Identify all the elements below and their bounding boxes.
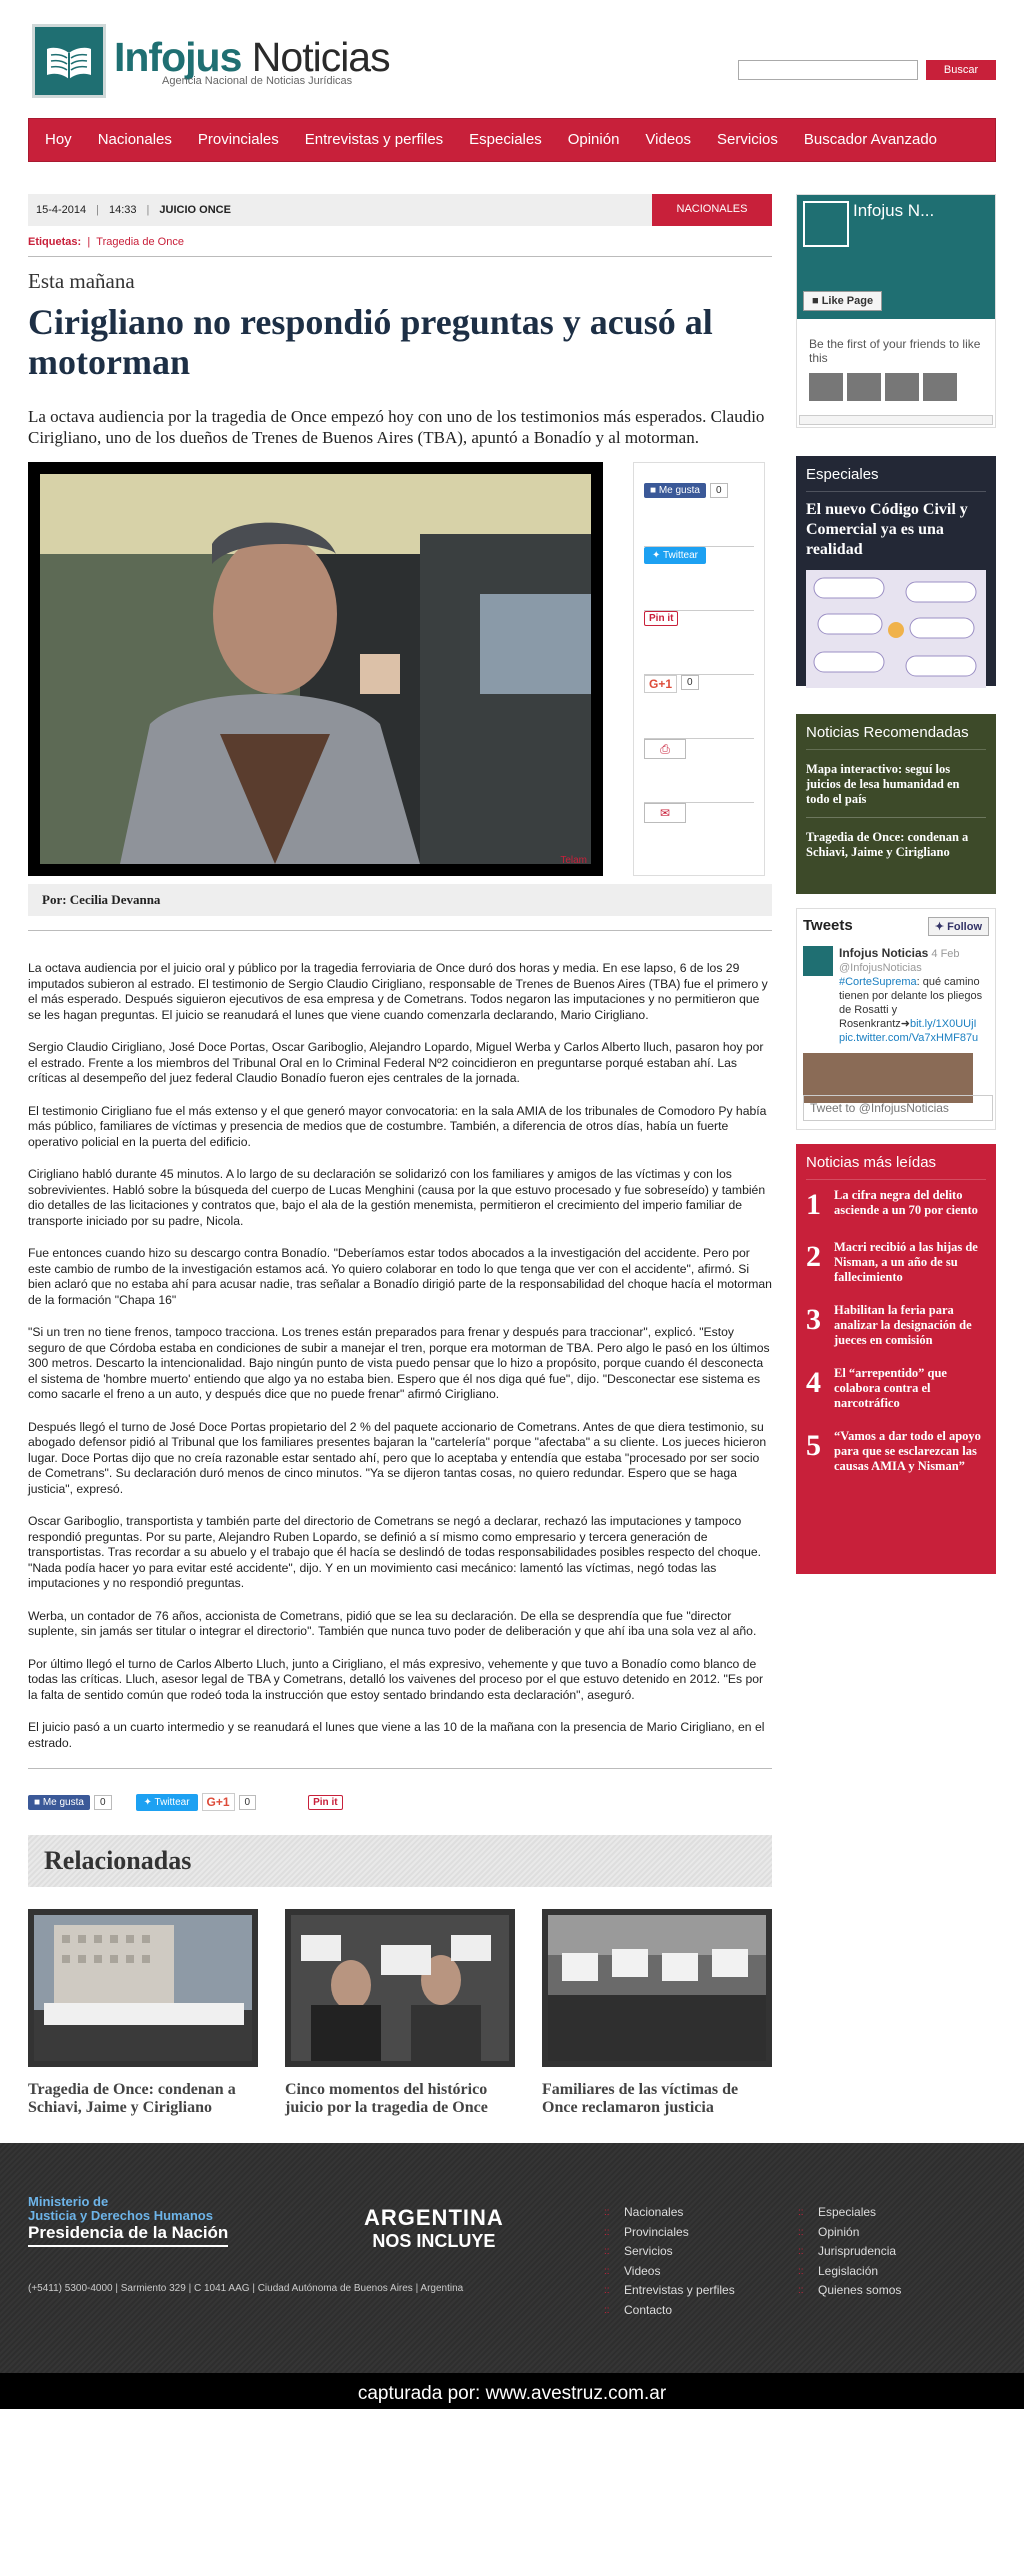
- logo-subtitle: Agencia Nacional de Noticias Jurídicas: [162, 75, 353, 87]
- capture-watermark: capturada por: www.avestruz.com.ar: [0, 2373, 1024, 2409]
- article-meta: 15-4-2014 | 14:33 | JUICIO ONCE NACIONALES: [28, 194, 772, 226]
- tweet-pic-link[interactable]: pic.twitter.com/Va7xHMF87u: [839, 1032, 979, 1044]
- google-plus-button[interactable]: G+1: [202, 1793, 235, 1811]
- tweet-handle[interactable]: @InfojusNoticias: [839, 962, 922, 974]
- recomendada-item[interactable]: Mapa interactivo: seguí los juicios de lesa humanidad en todo el país: [806, 750, 986, 818]
- facebook-avatars: [809, 373, 983, 401]
- photo-credit: Telam: [560, 855, 587, 866]
- paragraph: Fue entonces cuando hizo su descargo contra Bonadío. "Deberíamos estar todos abocados a la investigación del accidente. Pero por este cambio de rumbo de la investigación estamos acá. Yo quiero colaborar en todo lo que tenga que ver con el accidente", afirmó. Si bien aclaró que no estaba ahí para acusar nadie, tras señalar a Bonadío dirigió parte de la responsabilidad del choque hacía el motorman de la formación "Chapa 16": [28, 1246, 772, 1307]
- footer-link[interactable]: :: Jurisprudencia: [798, 2242, 901, 2262]
- article-date: 15-4-2014: [36, 204, 87, 216]
- twitter-follow-button[interactable]: ✦ Follow: [928, 917, 989, 936]
- related-heading: Relacionadas: [28, 1835, 772, 1887]
- tweet: Infojus Noticias 4 Feb @InfojusNoticias #CorteSuprema: qué camino tienen por delante los pliegos de Rosatti y Rosenkrantz➜bit.ly/1X0UUjI pic.twitter.com/Va7xHMF87u: [803, 946, 989, 1045]
- especiales-headline[interactable]: El nuevo Código Civil y Comercial ya es una realidad: [806, 501, 968, 558]
- avatar: [923, 373, 957, 401]
- related-title[interactable]: Familiares de las víctimas de Once reclamaron justicia: [542, 2081, 739, 2116]
- footer-link[interactable]: :: Especiales: [798, 2203, 901, 2223]
- widget-scrollbar[interactable]: [799, 415, 993, 425]
- footer-link[interactable]: :: Entrevistas y perfiles: [604, 2281, 735, 2301]
- footer-link[interactable]: :: Legislación: [798, 2262, 901, 2282]
- article-title: Cirigliano no respondió preguntas y acusó al motorman: [28, 302, 713, 382]
- gplus-count: 0: [681, 675, 699, 690]
- article-lead: La octava audiencia por la tragedia de Once empezó hoy con uno de los testimonios más esperados. Claudio Cirigliano, uno de los dueños de Trenes de Buenos Aires (TBA), apuntó a Bonadío y al motorman.: [28, 407, 765, 447]
- related-title[interactable]: Cinco momentos del histórico juicio por la tragedia de Once: [285, 2081, 488, 2116]
- article-topic: JUICIO ONCE: [159, 204, 231, 216]
- footer-link[interactable]: :: Nacionales: [604, 2203, 735, 2223]
- nav-buscador[interactable]: Buscador Avanzado: [803, 131, 938, 148]
- nav-provinciales[interactable]: Provinciales: [197, 131, 279, 148]
- recomendadas-box: [796, 714, 996, 894]
- article-column: [28, 194, 772, 2117]
- article-photo[interactable]: [28, 462, 603, 876]
- facebook-like-page-button[interactable]: ■ Like Page: [803, 291, 882, 311]
- email-icon[interactable]: ✉: [644, 803, 686, 823]
- sidebar: [796, 194, 996, 2117]
- section-badge[interactable]: NACIONALES: [652, 194, 772, 226]
- related-thumbnail[interactable]: [28, 1909, 258, 2067]
- recomendadas-heading: Noticias Recomendadas: [806, 724, 986, 750]
- nav-videos[interactable]: Videos: [645, 131, 692, 148]
- tweet-hashtag[interactable]: #CorteSuprema: [839, 976, 917, 988]
- article-kicker: Esta mañana: [28, 269, 135, 293]
- facebook-cover[interactable]: [797, 195, 995, 319]
- nav-especiales[interactable]: Especiales: [469, 131, 542, 148]
- paragraph: El testimonio Cirigliano fue el más extenso y el que generó mayor convocatoria: en la sala AMIA de los tribunales de Comodoro Py había más público, familiares de víctimas y presencia de medios que de costumbre. También, a diferencia de otros días, había un fuerte operativo policial en la puerta del edificio.: [28, 1103, 767, 1149]
- footer-link[interactable]: :: Quienes somos: [798, 2281, 901, 2301]
- argentina-logo: ARGENTINA NOS INCLUYE: [364, 2205, 504, 2251]
- search-input[interactable]: [738, 60, 918, 80]
- share-sidebar: [633, 462, 765, 876]
- paragraph: Sergio Claudio Cirigliano, José Doce Portas, Oscar Gariboglio, Alejandro Lopardo, Miguel Werba y Carlos Alberto lluch, pasaron hoy por el estrado. Frente a los miembros del Tribunal Oral en lo Criminal Federal Nº2 coincidieron en preguntarse porqué estaban ahí. Las críticas al desempeño del juez federal Claudio Bonadío fueron ejes centrales de la jornada.: [28, 1040, 764, 1085]
- paragraph: Después llegó el turno de José Doce Portas propietario del 2 % del paquete accionario de Cometrans. Antes de que diera testimonio, su abogado defensor pidió al Tribunal que los familiares presentes bajaran la "cartelería" porque "afectaba" a su cliente. Los jueces hicieron lugar. Doce Portas dijo que no creía razonable estar sentado ahí, pero que lo aceptaba y entendía que estaba "procesado por ser socio de Cometrans". Su declaración duró menos de cinco minutos. "Ya se dijeron tantas cosas, no quiero redundar. Espero que se haga justicia", expresó.: [28, 1419, 767, 1496]
- paragraph: "Si un tren no tiene frenos, tampoco tracciona. Los trenes están preparados para frenar y después para traccionar", explicó. "Estoy seguro de que Córdoba estaba en condiciones de subir a manejar el tren, porque era motorman de TBA. Pero algo le pasó en los últimos 300 metros. Descarto la intencionalidad. Bajo ningún punto de vista puedo pensar que lo hizo a propósito, porque cuando él desconecta el sistema de 'hombre muerto' entiendo que algo ya no estaba bien. Espero que él nos diga qué fue", dijo. "Desconectar ese sistema es como sacarle el freno a un auto, y después dice que no puede frenar" afirmó Cirigliano.: [28, 1325, 770, 1401]
- especiales-box: [796, 456, 996, 686]
- search-button[interactable]: Buscar: [926, 60, 996, 80]
- logo-title: Infojus Noticias: [114, 34, 390, 80]
- tweet-date: 4 Feb: [931, 948, 960, 960]
- related-item[interactable]: [285, 1909, 515, 2117]
- twitter-widget: [796, 908, 996, 1130]
- mas-leida-item[interactable]: 1 La cifra negra del delito asciende a un 70 por ciento: [806, 1188, 978, 1221]
- paragraph: Oscar Gariboglio, transportista y también parte del directorio de Cometrans se negó a declarar, rechazó las imputaciones y tampoco respondió preguntas. Por su parte, Alejandro Ruben Lopardo, se definió a sí mismo como empresario y tercera generación de transportistas. Tras recordar a su abuelo y el trabajo que él hacía se deslindó de todas responsabilidades posibles respecto del choque. "Nada podía hacer yo para evitar esté accidente", dijo. Y en un movimiento casi mecánico: lamentó las víctimas, negó todas las imputaciones y no respondió preguntas.: [28, 1514, 762, 1590]
- related-thumbnail[interactable]: [542, 1909, 772, 2067]
- related-thumbnail[interactable]: [285, 1909, 515, 2067]
- footer-link[interactable]: :: Opinión: [798, 2223, 901, 2243]
- pinterest-button[interactable]: Pin it: [308, 1795, 342, 1810]
- mas-leida-item[interactable]: 3 Habilitan la feria para analizar la designación de jueces en comisión: [806, 1303, 972, 1347]
- mas-leida-item[interactable]: 5 “Vamos a dar todo el apoyo para que se esclarezcan las causas AMIA y Nisman”: [806, 1429, 981, 1473]
- footer-link[interactable]: :: Provinciales: [604, 2223, 735, 2243]
- like-count: 0: [710, 483, 728, 498]
- footer-link[interactable]: :: Servicios: [604, 2242, 735, 2262]
- google-plus-button[interactable]: G+1: [644, 675, 677, 693]
- tweets-heading: Tweets: [803, 917, 853, 934]
- avatar: [885, 373, 919, 401]
- related-item[interactable]: [542, 1909, 772, 2117]
- especiales-image[interactable]: [806, 570, 986, 688]
- related-item[interactable]: [28, 1909, 258, 2117]
- tweet-button[interactable]: ✦ Twittear: [644, 547, 706, 564]
- footer-link[interactable]: :: Contacto: [604, 2301, 735, 2321]
- tweet-link[interactable]: bit.ly/1X0UUjI: [909, 1018, 977, 1030]
- facebook-widget: [796, 194, 996, 428]
- avatar: [809, 373, 843, 401]
- nav-hoy[interactable]: Hoy: [45, 131, 72, 148]
- nav-opinion[interactable]: Opinión: [567, 131, 620, 148]
- ministry-logo[interactable]: Ministerio de Justicia y Derechos Humanos Presidencia de la Nación: [28, 2195, 228, 2247]
- like-count: 0: [94, 1795, 112, 1810]
- pinterest-button[interactable]: Pin it: [644, 611, 678, 626]
- footer-links-1: [604, 2203, 735, 2320]
- mas-leida-item[interactable]: 4 El “arrepentido” que colabora contra el narcotráfico: [806, 1366, 947, 1410]
- tweet-button[interactable]: ✦ Twittear: [136, 1794, 198, 1811]
- tag-link[interactable]: Tragedia de Once: [96, 236, 184, 248]
- facebook-friends-text: Be the first of your friends to like this: [809, 337, 981, 365]
- print-icon[interactable]: ⎙: [644, 739, 686, 759]
- gplus-count: 0: [239, 1795, 257, 1810]
- book-logo-icon: [32, 24, 106, 98]
- tweet-to-input[interactable]: Tweet to @InfojusNoticias: [803, 1095, 993, 1121]
- tags-line: Etiquetas: | Tragedia de Once: [28, 236, 184, 248]
- facebook-like-button[interactable]: ■ Me gusta: [28, 1795, 90, 1810]
- footer-links-2: [798, 2203, 901, 2301]
- mas-leidas-heading: Noticias más leídas: [806, 1154, 986, 1180]
- site-header: [28, 0, 996, 118]
- mas-leida-item[interactable]: 2 Macri recibió a las hijas de Nisman, a un año de su fallecimiento: [806, 1240, 978, 1284]
- avatar[interactable]: [803, 946, 833, 976]
- paragraph: Cirigliano habló durante 45 minutos. A lo largo de su declaración se solidarizó con los familiares y amigos de las víctimas y con los sobrevivientes. Habló sobre la búsqueda del cuerpo de Lucas Menghini (causa por la que estuvo procesado y fue sobreseído) y también dio detalles de las licitaciones y contratos que, bajo el ala de la gestión menemista, permitieron el crecimiento del imperio familiar de transporte iniciado por su padre, Nicola.: [28, 1167, 766, 1228]
- recomendada-item[interactable]: Tragedia de Once: condenan a Schiavi, Jaime y Cirigliano: [806, 830, 969, 859]
- nav-entrevistas[interactable]: Entrevistas y perfiles: [304, 131, 444, 148]
- related-title[interactable]: Tragedia de Once: condenan a Schiavi, Jaime y Cirigliano: [28, 2081, 236, 2116]
- search-form: [738, 60, 996, 80]
- article-time: 14:33: [109, 204, 137, 216]
- main-nav: [28, 118, 996, 162]
- share-bar-bottom: [28, 1768, 772, 1811]
- site-logo[interactable]: [32, 24, 390, 98]
- page: [28, 0, 996, 2117]
- especiales-heading[interactable]: Especiales: [806, 466, 986, 492]
- related-list: [28, 1909, 772, 2117]
- mas-leidas-box: [796, 1144, 996, 1574]
- paragraph: Por último llegó el turno de Carlos Alberto Lluch, junto a Cirigliano, el más expresivo, vehemente y que tuvo a Bonadío como blanco de todas las críticas. Lluch, asesor legal de TBA y Cometrans, detalló los vaivenes del proceso por el que estuvo detenido en 2012. "Es por la falta de sentido común que rodeó toda la instrucción que estoy sentado brindando esta declaración", aseguró.: [28, 1656, 764, 1702]
- avatar: [847, 373, 881, 401]
- nav-servicios[interactable]: Servicios: [717, 131, 778, 148]
- facebook-page-name[interactable]: Infojus N...: [853, 201, 935, 220]
- nav-nacionales[interactable]: Nacionales: [97, 131, 172, 148]
- footer-link[interactable]: :: Videos: [604, 2262, 735, 2282]
- facebook-like-button[interactable]: ■ Me gusta: [644, 483, 706, 498]
- paragraph: La octava audiencia por el juicio oral y público por la tragedia ferroviaria de Once duró dos horas y media. En ese lapso, 6 de los 29 imputados subieron al estrado. El testimonio de Sergio Claudio Cirigliano, responsable de Trenes de Buenos Aires (TBA) fue el primero y el más esperado. Después siguieron ejecutivos de esa empresa y de Cometrans. Todos negaron las imputaciones y no permitieron que se les hagan preguntas. El juicio se reanudará el lunes que viene cuando comenzarla declarando, Mario Cirigliano.: [28, 961, 768, 1022]
- footer-address: (+5411) 5300-4000 | Sarmiento 329 | C 1041 AAG | Ciudad Autónoma de Buenos Aires | Argentina: [28, 2283, 464, 2294]
- paragraph: Werba, un contador de 76 años, accionista de Cometrans, pidió que se lea su declaración. De ella se desprendía que fue "director suplente, sin jamás ser titular o integrar el directorio". También que nunca tuvo poder de deliberación y que ahí iba una sola vez al año.: [28, 1608, 757, 1638]
- article-body: [28, 961, 772, 1751]
- site-footer: [0, 2143, 1024, 2373]
- article-author: Por: Cecilia Devanna: [28, 884, 772, 916]
- paragraph: El juicio pasó a un cuarto intermedio y se reanudará el lunes que viene a las 10 de la mañana con la presencia de Mario Cirigliano, en el estrado.: [28, 1720, 765, 1750]
- tweet-user[interactable]: Infojus Noticias: [839, 946, 929, 960]
